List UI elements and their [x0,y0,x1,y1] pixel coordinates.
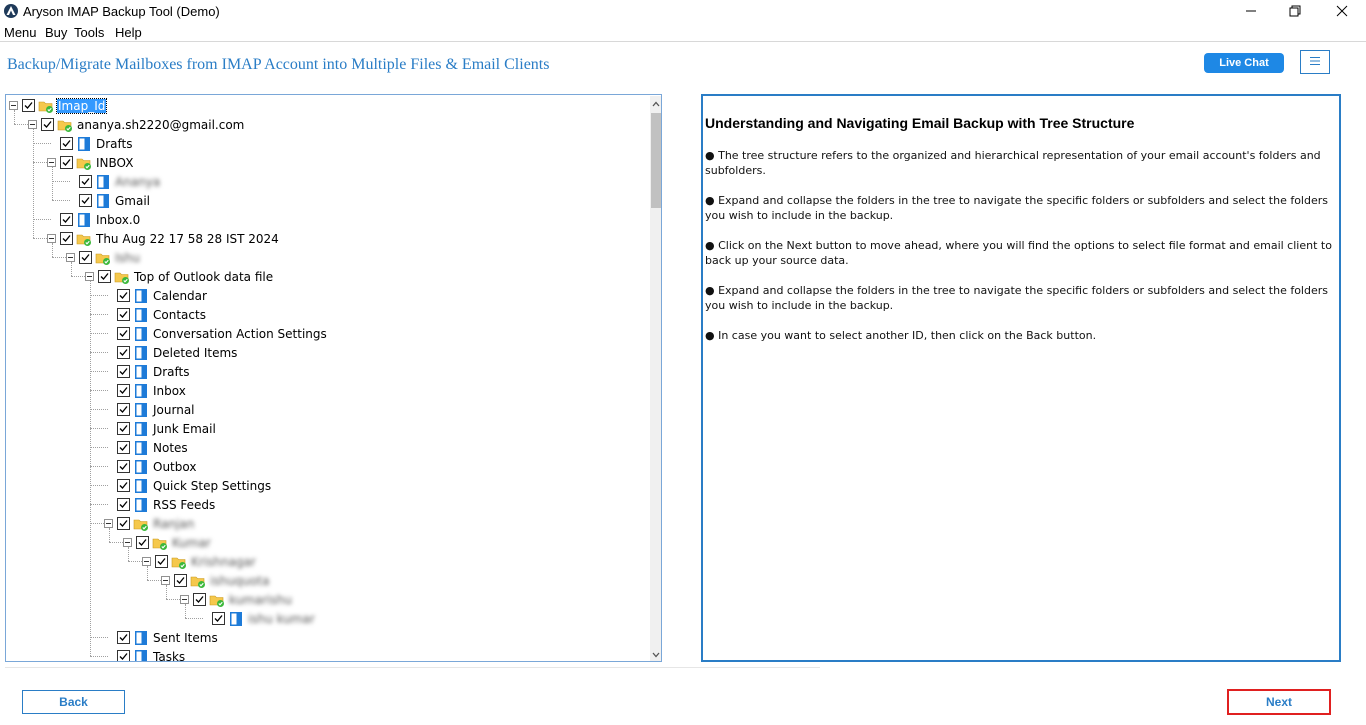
tree-item-label[interactable]: Quick Step Settings [153,478,272,493]
tree-spacer [104,405,117,414]
tree-item-label[interactable]: Ishu [115,250,141,265]
tree-item-label[interactable]: Inbox [153,383,186,398]
folder-tree-panel[interactable] [5,94,662,662]
tree-spacer [47,139,60,148]
mail-folder-icon [133,307,149,323]
menu-bar [0,24,1366,42]
tree-checkbox[interactable] [60,213,73,226]
tree-item[interactable] [104,514,195,533]
collapse-toggle-icon[interactable] [123,538,132,547]
tree-item[interactable] [9,96,106,115]
tree-spacer [66,177,79,186]
tree-item-label[interactable]: Gmail [115,193,151,208]
info-paragraph: ● Expand and collapse the folders in the tree to navigate the specific folders or subfolders and select the folders you wish to include in the backup. [705,194,1328,222]
tree-checkbox[interactable] [117,650,130,662]
tree-item[interactable] [161,571,270,590]
mail-folder-icon [76,212,92,228]
tree-item[interactable] [104,286,208,305]
tree-item-label[interactable]: Ananya [115,174,161,189]
collapse-toggle-icon[interactable] [47,158,56,167]
scroll-up-button[interactable] [650,96,662,110]
tree-checkbox[interactable] [117,403,130,416]
chevron-up-icon [652,96,660,110]
tree-item[interactable] [104,362,191,381]
info-paragraph: ● Click on the Next button to move ahead, where you will find the options to select file format and email client to back up your source data. [705,239,1332,267]
info-paragraph: ● The tree structure refers to the organized and hierarchical representation of your email account's folders and subfolders. [705,149,1321,177]
collapse-toggle-icon[interactable] [28,120,37,129]
tree-checkbox[interactable] [117,346,130,359]
help-info-panel [701,94,1341,662]
tree-spacer [104,367,117,376]
tree-spacer [104,291,117,300]
mail-folder-icon [95,193,111,209]
tree-checkbox[interactable] [79,175,92,188]
tree-item-label[interactable]: Tasks [153,649,186,662]
account-folder-icon [76,231,92,247]
tree-item[interactable] [66,248,141,267]
tree-item[interactable] [104,476,272,495]
tree-connector [128,561,142,562]
tree-checkbox[interactable] [79,194,92,207]
mail-folder-icon [133,630,149,646]
tree-item-label[interactable]: ishuquota [210,573,270,588]
tree-item-label[interactable]: Journal [153,402,195,417]
tree-connector [33,238,47,239]
mail-folder-icon [133,345,149,361]
maximize-icon [1289,5,1301,20]
tree-checkbox[interactable] [117,441,130,454]
tree-spacer [199,614,212,623]
tree-item-label[interactable]: Junk Email [153,421,216,436]
tree-checkbox[interactable] [98,270,111,283]
account-folder-icon [76,155,92,171]
collapse-toggle-icon[interactable] [104,519,113,528]
tree-checkbox[interactable] [79,251,92,264]
tree-item-label[interactable]: Imap_Id [58,98,106,113]
tree-item-label[interactable]: Drafts [153,364,190,379]
tree-checkbox[interactable] [117,631,130,644]
mail-folder-icon [133,649,149,663]
tree-connector [71,276,85,277]
tree-spacer [104,481,117,490]
tree-checkbox[interactable] [117,422,130,435]
mail-folder-icon [133,497,149,513]
mail-folder-icon [133,440,149,456]
account-folder-icon [95,250,111,266]
tree-guide [90,281,91,656]
tree-item[interactable] [47,229,280,248]
menu-item-tools[interactable]: Tools [74,25,105,40]
tree-spacer [47,215,60,224]
hamburger-icon [1309,55,1321,69]
tree-item-label[interactable]: Calendar [153,288,207,303]
tree-checkbox[interactable] [155,555,168,568]
collapse-toggle-icon[interactable] [66,253,75,262]
window-title: Aryson IMAP Backup Tool (Demo) [23,4,220,19]
mail-folder-icon [133,383,149,399]
footer-divider [5,667,820,668]
tree-item-label[interactable]: Notes [153,440,188,455]
aryson-logo-icon [4,4,18,18]
tree-spacer [104,633,117,642]
collapse-toggle-icon[interactable] [9,101,18,110]
mail-folder-icon [133,364,149,380]
tree-connector [52,257,66,258]
tree-checkbox[interactable] [117,384,130,397]
collapse-toggle-icon[interactable] [85,272,94,281]
mail-folder-icon [95,174,111,190]
tree-connector [109,542,123,543]
tree-item[interactable] [66,191,151,210]
tree-item[interactable] [104,305,207,324]
tree-spacer [104,443,117,452]
tree-spacer [104,500,117,509]
page-title: Backup/Migrate Mailboxes from IMAP Account into Multiple Files & Email Clients [7,56,550,73]
tree-item-label[interactable]: Outbox [153,459,197,474]
info-paragraph: ● Expand and collapse the folders in the tree to navigate the specific folders or subfolders and select the folders you wish to include in the backup. [705,284,1328,312]
tree-checkbox[interactable] [60,156,73,169]
tree-item-label[interactable]: kumarishu [229,592,292,607]
live-chat-button[interactable]: Live Chat [1204,53,1284,73]
tree-item-label[interactable]: Conversation Action Settings [153,326,327,341]
close-icon [1336,5,1348,20]
tree-checkbox[interactable] [117,308,130,321]
info-title: Understanding and Navigating Email Backup with Tree Structure [705,115,1135,131]
tree-item[interactable] [142,552,257,571]
account-folder-icon [209,592,225,608]
tree-item[interactable] [47,153,134,172]
tree-item-label[interactable]: RSS Feeds [153,497,216,512]
tree-spacer [104,348,117,357]
tree-checkbox[interactable] [117,327,130,340]
tree-checkbox[interactable] [117,517,130,530]
tree-item[interactable] [47,210,141,229]
tree-checkbox[interactable] [117,365,130,378]
account-folder-icon [133,516,149,532]
tree-connector [147,580,161,581]
account-folder-icon [152,535,168,551]
tree-checkbox[interactable] [117,460,130,473]
tree-item-label[interactable]: Inbox.0 [96,212,141,227]
tree-item[interactable] [199,609,316,628]
tree-checkbox[interactable] [41,118,54,131]
close-button[interactable] [1327,2,1357,22]
tree-spacer [104,424,117,433]
mail-folder-icon [133,326,149,342]
tree-item[interactable] [47,134,134,153]
tree-item[interactable] [104,381,187,400]
tree-checkbox[interactable] [117,498,130,511]
tree-connector [166,599,180,600]
tree-item[interactable] [104,324,328,343]
tree-item[interactable] [104,343,238,362]
tree-item-label[interactable]: Contacts [153,307,206,322]
tree-item[interactable] [66,172,161,191]
tree-item[interactable] [104,628,219,647]
account-folder-icon [57,117,73,133]
minimize-icon [1245,5,1257,20]
menu-item-menu[interactable]: Menu [4,25,37,40]
chevron-down-icon [652,647,660,661]
collapse-toggle-icon[interactable] [161,576,170,585]
tree-item[interactable] [104,457,197,476]
tree-item-label[interactable]: Sent Items [153,630,218,645]
minimize-button[interactable] [1236,2,1266,22]
scroll-thumb[interactable] [651,113,661,208]
tree-checkbox[interactable] [174,574,187,587]
tree-checkbox[interactable] [193,593,206,606]
tree-item-label[interactable]: Krishnagar [191,554,256,569]
menu-item-buy[interactable]: Buy [45,25,68,40]
tree-checkbox[interactable] [60,137,73,150]
mail-folder-icon [76,136,92,152]
tree-item[interactable] [104,495,216,514]
tree-item-label[interactable]: ananya.sh2220@gmail.com [77,117,245,132]
tree-connector [33,162,47,163]
tree-spacer [104,652,117,661]
next-button[interactable]: Next [1227,689,1331,715]
mail-folder-icon [133,459,149,475]
tree-item-label[interactable]: Ranjan [153,516,195,531]
tree-scrollbar[interactable] [650,96,662,661]
tree-item[interactable] [104,419,217,438]
tree-item[interactable] [28,115,245,134]
tree-checkbox[interactable] [117,289,130,302]
tree-item[interactable] [180,590,293,609]
mail-folder-icon [228,611,244,627]
tree-connector [90,523,104,524]
collapse-toggle-icon[interactable] [47,234,56,243]
hamburger-menu-button[interactable] [1300,50,1330,74]
tree-item-label[interactable]: INBOX [96,155,134,170]
tree-item-label[interactable]: Drafts [96,136,133,151]
tree-spacer [104,462,117,471]
account-folder-icon [38,98,54,114]
tree-checkbox[interactable] [117,479,130,492]
tree-checkbox[interactable] [136,536,149,549]
tree-item-label[interactable]: ishu kumar [248,611,315,626]
tree-spacer [104,386,117,395]
tree-spacer [66,196,79,205]
collapse-toggle-icon[interactable] [142,557,151,566]
tree-item[interactable] [104,400,196,419]
tree-item-label[interactable]: Kumar [172,535,211,550]
tree-item[interactable] [123,533,212,552]
mail-folder-icon [133,421,149,437]
account-folder-icon [114,269,130,285]
tree-item-label[interactable]: Deleted Items [153,345,238,360]
collapse-toggle-icon[interactable] [180,595,189,604]
mail-folder-icon [133,478,149,494]
tree-connector [14,124,28,125]
account-folder-icon [190,573,206,589]
scroll-down-button[interactable] [650,647,662,661]
tree-item[interactable] [104,438,189,457]
tree-spacer [104,310,117,319]
mail-folder-icon [133,288,149,304]
tree-checkbox[interactable] [22,99,35,112]
tree-checkbox[interactable] [212,612,225,625]
back-button[interactable]: Back [22,690,125,714]
maximize-button[interactable] [1280,2,1310,22]
menu-item-help[interactable]: Help [115,25,142,40]
tree-item[interactable] [85,267,274,286]
tree-item-label[interactable]: Top of Outlook data file [134,269,274,284]
tree-item-label[interactable]: Thu Aug 22 17 58 28 IST 2024 [96,231,279,246]
title-bar [0,0,1366,24]
account-folder-icon [171,554,187,570]
tree-checkbox[interactable] [60,232,73,245]
info-paragraph: ● In case you want to select another ID, then click on the Back button. [705,329,1097,342]
tree-spacer [104,329,117,338]
mail-folder-icon [133,402,149,418]
tree-item[interactable] [104,647,186,662]
tree-guide [33,129,34,238]
